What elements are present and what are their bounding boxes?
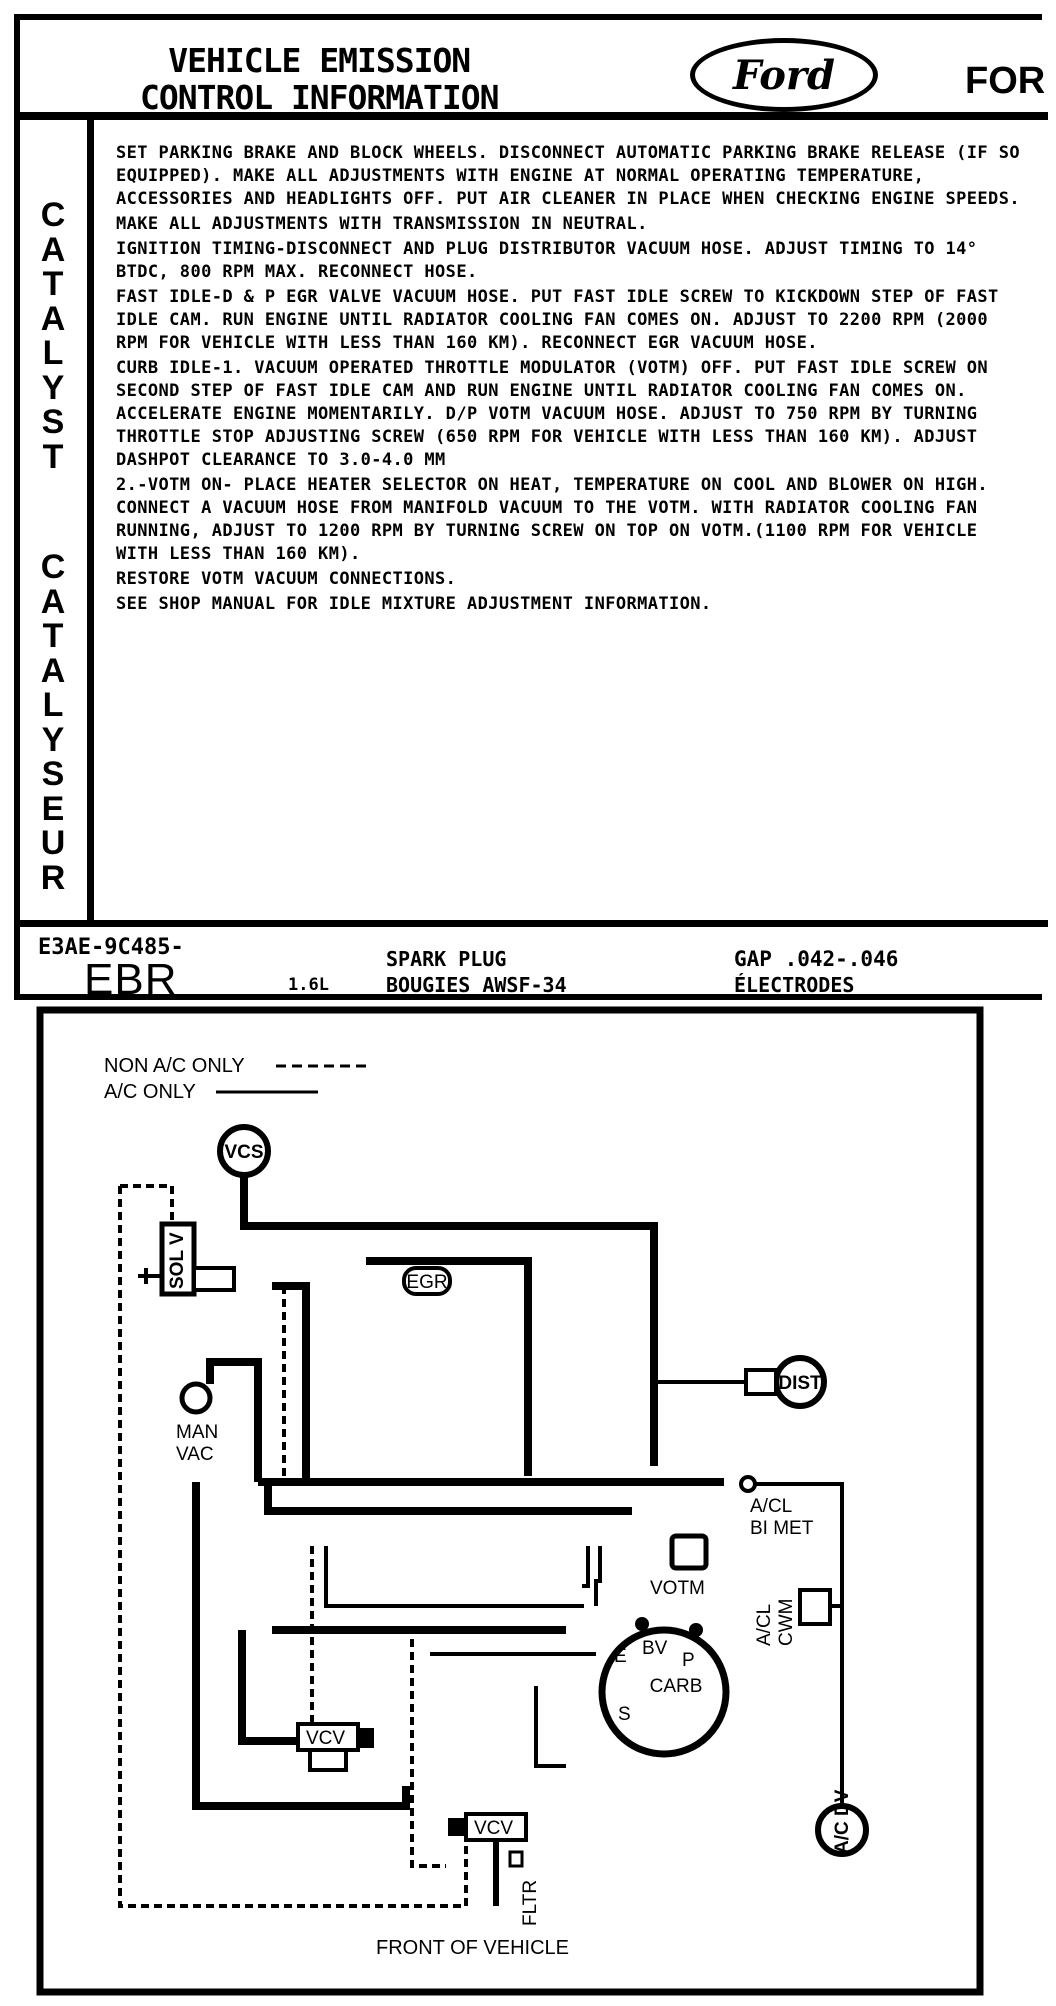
header-right-text: FOR [965,60,1046,102]
thin-hoses [326,1382,842,1806]
label-footer [20,920,1048,1004]
hose-carb-s [536,1686,566,1766]
acl-bimet-icon [741,1477,755,1491]
hose-egr [366,1261,528,1476]
legend-non-ac: NON A/C ONLY [104,1055,245,1077]
egr-label: EGR [406,1272,448,1293]
label-title: VEHICLE EMISSION CONTROL INFORMATION [140,41,499,117]
adjustment-instructions [116,142,1021,618]
ford-logo-icon [690,38,878,112]
side-text-catalyst: CATALYST [40,196,66,476]
legend-ac: A/C ONLY [104,1081,196,1103]
carb-port-s: S [618,1704,631,1725]
carb-port-bv: BV [642,1638,668,1659]
vacuum-hose-diagram [36,1006,984,1996]
hose-votm-2 [582,1546,588,1586]
carb-port-p: P [682,1650,695,1671]
brand-name: Ford [733,51,835,99]
dashed-center [412,1626,446,1866]
acl-bimet-label-1: A/CL [750,1496,793,1517]
instruction-paragraph: SET PARKING BRAKE AND BLOCK WHEELS. DISCONNECT AUTOMATIC PARKING BRAKE RELEASE (IF SO EQUIPPED). MAKE ALL ADJUSTMENTS WITH ENGINE AT NORMAL OPERATING TEMPERATURE, ACCESSORIES AND HEADLIGHTS OFF. PUT AIR CLEANER IN PLACE WHEN CHECKING ENGINE SPEEDS. [116,143,1020,209]
ac-dv-label: A/C DV [832,1789,853,1854]
dist-label: DIST [778,1373,822,1394]
spark-plug-line-1: SPARK PLUG [386,947,507,971]
spark-plug-line-2: BOUGIES AWSF-34 [386,973,567,997]
engine-size: 1.6L [288,975,329,995]
gap-line-2: ÉLECTRODES [734,973,855,997]
man-vac-label-2: VAC [176,1444,214,1465]
hose-vcv-left [242,1630,298,1741]
instruction-paragraph: 2.-VOTM ON- PLACE HEATER SELECTOR ON HEAT, TEMPERATURE ON COOL AND BLOWER ON HIGH. CONNECT A VACUUM HOSE FROM MANIFOLD VACUUM TO THE VOTM. WITH RADIATOR COOLING FAN RUNNING, ADJUST TO 1200 RPM BY TURNING SCREW ON TOP ON VOTM.(1100 RPM FOR VEHICLE WITH LESS THAN 160 KM). [116,475,989,564]
carb-label: CARB [649,1676,703,1697]
fltr-label: FLTR [520,1879,541,1926]
gap-line-1: GAP .042-.046 [734,947,899,971]
votm-icon [672,1536,706,1568]
sol-v-label: SOL V [167,1232,188,1289]
front-of-vehicle-label: FRONT OF VEHICLE [376,1937,569,1959]
instruction-paragraph: SEE SHOP MANUAL FOR IDLE MIXTURE ADJUSTMENT INFORMATION. [116,594,712,614]
part-number: E3AE-9C485- [38,935,184,960]
acl-cwm-label-1: A/CL [754,1603,775,1646]
calibration-code: EBR [84,955,178,1004]
instruction-paragraph: CURB IDLE-1. VACUUM OPERATED THROTTLE MODULATOR (VOTM) OFF. PUT FAST IDLE SCREW ON SECOND STEP OF FAST IDLE CAM AND RUN ENGINE UNTIL RADIATOR COOLING FAN COMES ON. ACCELERATE ENGINE MOMENTARILY. D/P VOTM VACUUM HOSE. ADJUST TO 750 RPM BY TURNING THROTTLE STOP ADJUSTING SCREW (650 RPM FOR VEHICLE WITH LESS THAN 160 KM). ADJUST DASHPOT CLEARANCE TO 3.0-4.0 MM [116,358,989,470]
label-header [20,20,1048,120]
emission-label [14,14,1046,1004]
man-vac-icon [182,1384,210,1412]
acl-cwm-label-2: CWM [776,1598,797,1646]
man-vac-label-1: MAN [176,1422,219,1443]
hose-header-low [268,1482,632,1511]
votm-label: VOTM [650,1578,705,1599]
acl-cwm-icon [800,1590,830,1624]
instruction-paragraph: MAKE ALL ADJUSTMENTS WITH TRANSMISSION IN NEUTRAL. [116,214,648,234]
vcv-left-label: VCV [306,1728,346,1749]
hose-solv-trunk [272,1286,306,1481]
instruction-paragraph: RESTORE VOTM VACUUM CONNECTIONS. [116,569,457,589]
catalyst-side-column [20,120,94,920]
filter-icon [510,1852,522,1866]
hose-left-loop [196,1482,406,1806]
side-text-catalyseur: CATALYSEUR [40,548,66,897]
hose-carb-p [326,1546,584,1606]
vcv-right-label: VCV [474,1818,514,1839]
carb-port-e: E [614,1646,627,1667]
instruction-paragraph: FAST IDLE-D & P EGR VALVE VACUUM HOSE. PUT FAST IDLE SCREW TO KICKDOWN STEP OF FAST IDLE CAM. RUN ENGINE UNTIL RADIATOR COOLING FAN COMES ON. ADJUST TO 2200 RPM (2000 RPM FOR VEHICLE WITH LESS THAN 160 KM). RECONNECT EGR VACUUM HOSE. [116,287,999,353]
instruction-paragraph: IGNITION TIMING-DISCONNECT AND PLUG DISTRIBUTOR VACUUM HOSE. ADJUST TIMING TO 14° BTDC, 800 RPM MAX. RECONNECT HOSE. [116,239,978,282]
hose-votm [596,1546,600,1606]
vcs-label: VCS [224,1142,264,1163]
acl-bimet-label-2: BI MET [750,1518,814,1539]
